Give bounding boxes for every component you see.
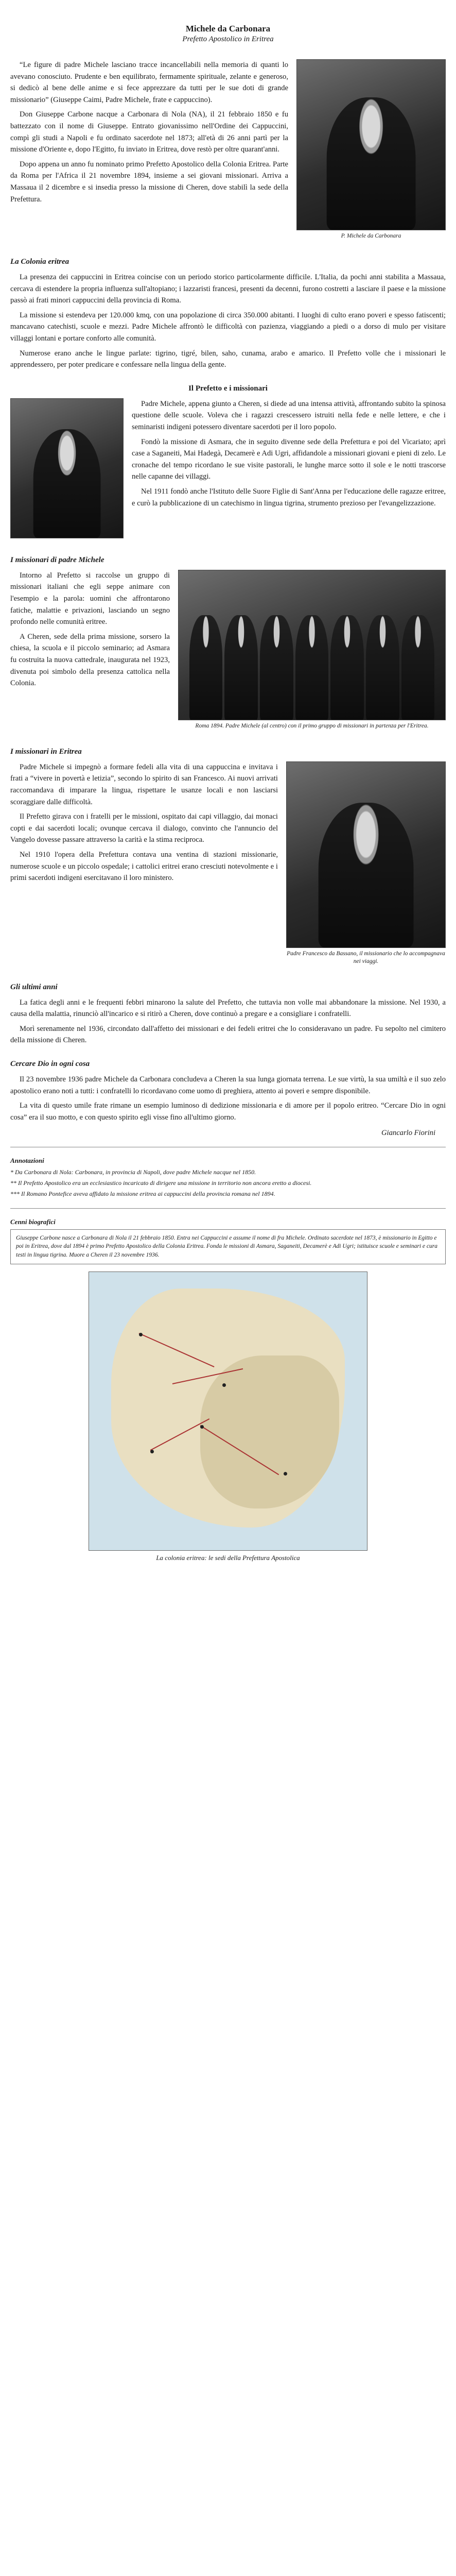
companion-image bbox=[286, 761, 446, 948]
section-heading: I missionari di padre Michele bbox=[10, 555, 104, 564]
section-heading: I missionari in Eritrea bbox=[10, 747, 82, 756]
group-photo-caption: Roma 1894. Padre Michele (al centro) con il primo gruppo di missionari in partenza per l'Eritrea. bbox=[195, 722, 429, 729]
section-paragraph: Padre Michele si impegnò a formare fedeli alla vita di una cappuccina e invitava i frati a “vivere in povertà e letizia”, secondo lo spirito di san Francesco. Ai nuovi arrivati raccomandava di imparare la lingua, rispettare le usanze locali e non lasciarsi scoraggiare dalle difficoltà. bbox=[10, 762, 278, 806]
intro-block bbox=[10, 59, 446, 239]
companion-caption: Padre Francesco da Bassano, il missionario che lo accompagnava nei viaggi. bbox=[287, 950, 445, 964]
section-body bbox=[10, 997, 446, 1046]
intro-paragraph: Dopo appena un anno fu nominato primo Prefetto Apostolico della Colonia Eritrea. Parte da Roma per l'Africa il 21 novembre 1894, insieme a sei giovani missionari. Arriva a Massaua il 2 dicembre e si insedia presso la missione di Cheren, dove stabilì la sede della Prefettura. bbox=[10, 160, 288, 204]
section-body bbox=[10, 272, 446, 371]
portrait-image bbox=[296, 59, 446, 230]
notes-list bbox=[10, 1168, 446, 1199]
section-paragraph: Il 23 novembre 1936 padre Michele da Carbonara concludeva a Cheren la sua lunga giornata terrena. Le sue virtù, la sua umiltà e il suo zelo apostolico erano noti a tutti: i confratelli lo ricordavano come uomo di preghiera, attento ai poveri e sempre disponibile. bbox=[10, 1075, 446, 1095]
section-paragraph: Intorno al Prefetto si raccolse un gruppo di missionari italiani che egli seppe animare con l'esempio e la parola: uomini che affrontarono fatiche, malattie e privazioni, lasciando un segno profondo nelle comunità eritree. bbox=[10, 571, 170, 626]
section-body bbox=[10, 398, 446, 509]
section-paragraph: Numerose erano anche le lingue parlate: tigrino, tigré, bilen, saho, cunama, arabo e amarico. Il Prefetto volle che i missionari le apprendessero, per poter predicare e confessare nella lingua della gente. bbox=[10, 349, 446, 369]
note-item: *** Il Romano Pontefice aveva affidato la missione eritrea ai cappuccini della provincia romana nel 1894. bbox=[10, 1190, 275, 1198]
map-image bbox=[89, 1272, 367, 1551]
article-title: Michele da Carbonara bbox=[185, 24, 271, 33]
group-photo bbox=[178, 570, 446, 730]
section-heading: Il Prefetto e i missionari bbox=[188, 384, 268, 393]
map-caption: La colonia eritrea: le sedi della Prefettura Apostolica bbox=[156, 1553, 300, 1562]
missionary-photo bbox=[10, 398, 124, 538]
section-paragraph: Padre Michele, appena giunto a Cheren, si diede ad una intensa attività, affrontando subito la spinosa questione delle scuole. Voleva che i ragazzi crescessero istruiti nella fede e nelle lettere, e che i seminaristi indigeni potessero diventare sacerdoti per il loro popolo. bbox=[132, 399, 446, 432]
article-subtitle: Prefetto Apostolico in Eritrea bbox=[182, 35, 274, 43]
section-paragraph: Morì serenamente nel 1936, circondato dall'affetto dei missionari e dei fedeli eritrei che lo consideravano un padre. Fu sepolto nel cimitero della missione di Cheren. bbox=[10, 1024, 446, 1045]
section-paragraph: La presenza dei cappuccini in Eritrea coincise con un periodo storico particolarmente difficile. L'Italia, da pochi anni stabilita a Massaua, cercava di estendere la propria influenza sull'altopiano; i lazzaristi francesi, presenti da decenni, furono costretti a lasciare il paese e la missione passò ai frati minori cappuccini della provincia di Roma. bbox=[10, 273, 446, 305]
note-item: * Da Carbonara di Nola: Carbonara, in provincia di Napoli, dove padre Michele nacque nel 1850. bbox=[10, 1168, 256, 1176]
group-image bbox=[178, 570, 446, 720]
divider bbox=[10, 1208, 446, 1209]
cenni-heading: Cenni biografici bbox=[10, 1217, 56, 1226]
section-body bbox=[10, 570, 446, 729]
intro-paragraph: “Le figure di padre Michele lasciano tracce incancellabili nella memoria di quanti lo avevano conosciuto. Prudente e ben equilibrato, fermamente spirituale, zelante e generoso, si dedicò al bene delle anime e si fece apprezzare da tutti per le sue doti di grande missionario” (Giuseppe Caimi, Padre Michele, frate e cappuccino). bbox=[10, 61, 288, 104]
portrait-photo bbox=[296, 59, 446, 240]
intro-paragraph: Don Giuseppe Carbone nacque a Carbonara di Nola (NA), il 21 febbraio 1850 e fu battezzato con il nome di Giuseppe. Entrato giovanissimo nell'Ordine dei Cappuccini, compì gli studi a Napoli e fu ordinato sacerdote nel 1873; all'età di 26 anni partì per la missione d'Oriente e, dopo l'Egitto, fu inviato in Eritrea, dove restò per oltre quarant'anni. bbox=[10, 110, 288, 154]
note-item: ** Il Prefetto Apostolico era un ecclesiastico incaricato di dirigere una missione in territorio non ancora eretto a diocesi. bbox=[10, 1179, 312, 1187]
section-body bbox=[10, 1074, 446, 1123]
companion-photo bbox=[286, 761, 446, 965]
section-paragraph: A Cheren, sede della prima missione, sorsero la chiesa, la scuola e il piccolo seminario; ad Asmara fu costruita la nuova cattedrale, inaugurata nel 1923, divenuta poi simbolo della presenza cattolica nella Colonia. bbox=[10, 632, 170, 688]
cenni-text: Giuseppe Carbone nasce a Carbonara di Nola il 21 febbraio 1850. Entra nei Cappuccini e assume il nome di fra Michele. Ordinato sacerdote nel 1873, è missionario in Egitto e poi in Eritrea, dove dal 1894 è primo Prefetto Apostolico della Colonia Eritrea. Fonda le missioni di Asmara, Saganeiti, Decamerè e Adi Ugri; istituisce scuole e seminari e cura testi in lingua tigrina. Muore a Cheren il 23 novembre 1936. bbox=[10, 1229, 446, 1264]
section-paragraph: La fatica degli anni e le frequenti febbri minarono la salute del Prefetto, che tuttavia non volle mai abbandonare la missione. Nel 1930, a causa della malattia, rinunciò all'incarico e si ritirò a Cheren, dove continuò a pregare e a consigliare i confratelli. bbox=[10, 998, 446, 1019]
author-signature: Giancarlo Fiorini bbox=[381, 1128, 435, 1137]
section-heading: Cercare Dio in ogni cosa bbox=[10, 1060, 90, 1069]
section-paragraph: Nel 1910 l'opera della Prefettura contava una ventina di stazioni missionarie, numerose scuole e un piccolo ospedale; i cattolici eritrei erano cresciuti notevolmente e i primi sacerdoti indigeni esercitavano il loro ministero. bbox=[10, 851, 278, 883]
section-paragraph: Il Prefetto girava con i fratelli per le missioni, ospitato dai capi villaggio, dai monaci copti e dai sacerdoti locali; ovunque cercava il dialogo, convinto che l'annuncio del Vangelo dovesse passare attraverso la carità e la stima reciproca. bbox=[10, 812, 278, 844]
section-heading: La Colonia eritrea bbox=[10, 257, 69, 266]
section-paragraph: Nel 1911 fondò anche l'Istituto delle Suore Figlie di Sant'Anna per l'educazione delle ragazze eritree, e curò la pubblicazione di un catechismo in lingua tigrina, strumento prezioso per l'evangelizzazione. bbox=[132, 487, 446, 507]
section-heading: Gli ultimi anni bbox=[10, 982, 58, 991]
notes-heading: Annotazioni bbox=[10, 1156, 44, 1164]
portrait-caption: P. Michele da Carbonara bbox=[341, 233, 401, 239]
section-paragraph: Fondò la missione di Asmara, che in seguito divenne sede della Prefettura e poi del Vicariato; aprì case a Saganeiti, Mai Hadegà, Decamerè e Adi Ugri, affidandole a missionari giovani e pieni di zelo. Le cronache del tempo ricordano le sue visite pastorali, le lunghe marce sotto il sole e le notti trascorse nelle capanne dei villaggi. bbox=[132, 437, 446, 481]
section-body bbox=[10, 761, 446, 964]
section-paragraph: La vita di questo umile frate rimane un esempio luminoso di dedizione missionaria e di amore per il popolo eritreo. “Cercare Dio in ogni cosa” era il suo motto, e con questo spirito egli visse fino all'ultimo giorno. bbox=[10, 1101, 446, 1122]
missionary-image bbox=[10, 398, 124, 538]
section-paragraph: La missione si estendeva per 120.000 kmq, con una popolazione di circa 350.000 abitanti. I luoghi di culto erano poveri e spesso fatiscenti; mancavano catechisti, scuole e mezzi. Padre Michele affrontò le difficoltà con pazienza, viaggiando a piedi o a dorso di mulo per visitare villaggi lontani e portare conforto alle comunità. bbox=[10, 311, 446, 343]
